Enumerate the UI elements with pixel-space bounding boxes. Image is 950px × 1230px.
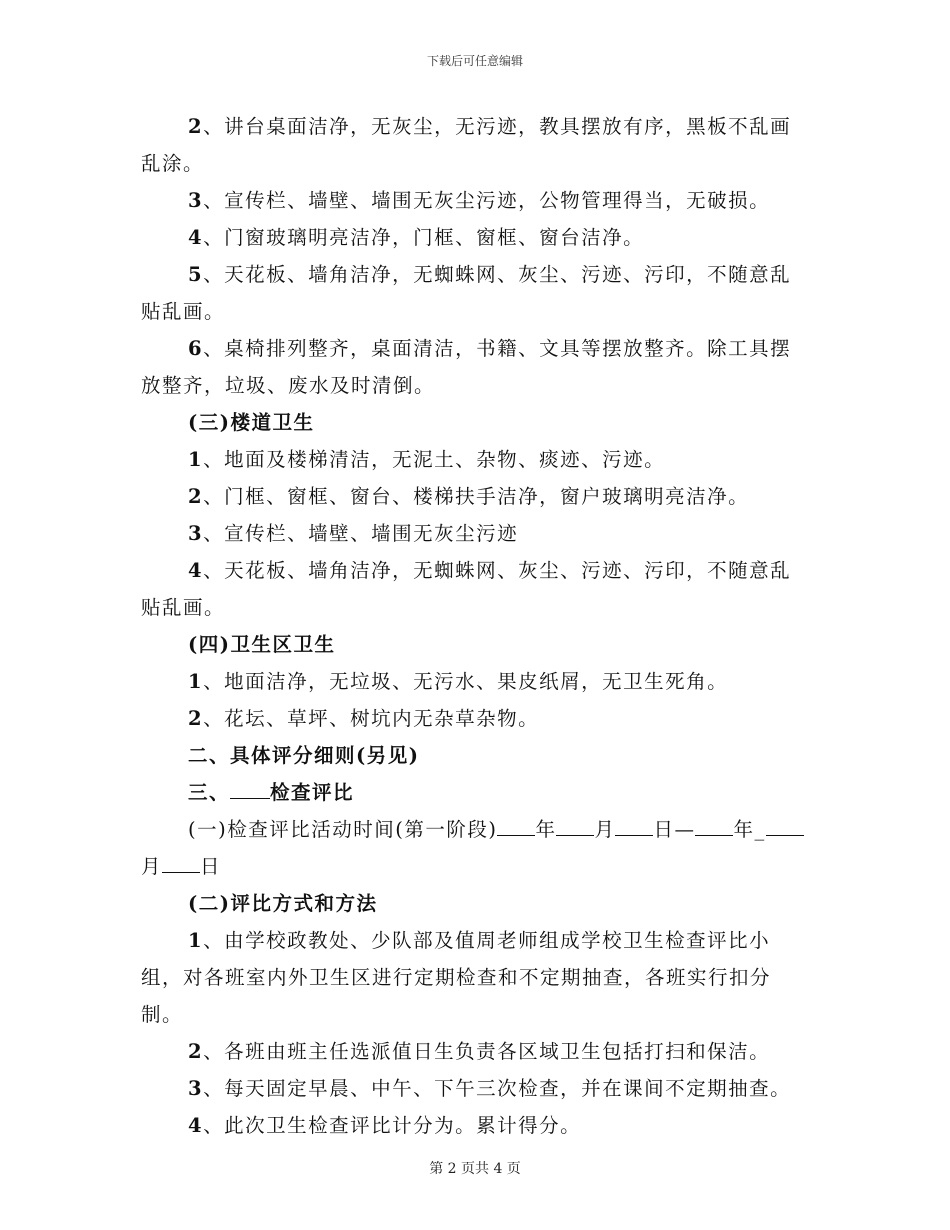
paragraph-text: 、宣传栏、墙壁、墙围无灰尘污迹 xyxy=(203,522,519,545)
fill-blank xyxy=(766,816,804,837)
paragraph-text: 、天花板、墙角洁净，无蜘蛛网、灰尘、污迹、污印，不随意乱贴乱画。 xyxy=(141,559,792,619)
paragraph xyxy=(141,182,811,219)
item-number: 3 xyxy=(188,1077,204,1100)
item-number: 2 xyxy=(188,485,204,508)
fill-blank xyxy=(556,816,594,837)
paragraph xyxy=(141,256,811,330)
paragraph-text: 、由学校政教处、少队部及值周老师组成学校卫生检查评比小组，对各班室内外卫生区进行定期检查和不定期抽查，各班实行扣分制。 xyxy=(141,929,772,1026)
paragraph-text: 、讲台桌面洁净，无灰尘，无污迹，教具摆放有序，黑板不乱画乱涂。 xyxy=(141,115,792,175)
paragraph-text: 、每天固定早晨、中午、下午三次检查，并在课间不定期抽查。 xyxy=(203,1077,792,1100)
section-heading: (四)卫生区卫生 xyxy=(188,633,336,656)
paragraph-text: 、地面洁净，无垃圾、无污水、果皮纸屑，无卫生死角。 xyxy=(203,670,729,693)
paragraph-text: 年_ xyxy=(733,818,766,841)
paragraph xyxy=(141,478,811,515)
paragraph xyxy=(141,330,811,404)
paragraph xyxy=(141,552,811,626)
item-number: 6 xyxy=(188,337,204,360)
page-header: 下载后可任意编辑 xyxy=(426,54,523,68)
paragraph xyxy=(141,219,811,256)
paragraph-text: 月 xyxy=(141,855,163,878)
paragraph-text: 、宣传栏、墙壁、墙围无灰尘污迹，公物管理得当，无破损。 xyxy=(203,189,771,212)
item-number: 1 xyxy=(188,448,204,471)
paragraph-text: 、此次卫生检查评比计分为。累计得分。 xyxy=(203,1114,582,1137)
fill-blank xyxy=(615,816,653,837)
fill-blank xyxy=(230,779,270,800)
paragraph-text: 、门窗玻璃明亮洁净，门框、窗框、窗台洁净。 xyxy=(203,226,645,249)
item-number: 3 xyxy=(188,189,204,212)
page-footer: 第 2 页共 4 页 xyxy=(429,1161,521,1177)
item-number: 3 xyxy=(188,522,204,545)
paragraph-text: 月 xyxy=(594,818,616,841)
section-heading: (二)评比方式和方法 xyxy=(188,892,378,915)
section-heading: (三)楼道卫生 xyxy=(188,411,315,434)
item-number: 5 xyxy=(188,263,204,286)
paragraph-text: 、地面及楼梯清洁，无泥土、杂物、痰迹、污迹。 xyxy=(203,448,666,471)
heading-text: 检查评比 xyxy=(270,781,355,804)
heading-prefix: 三、 xyxy=(188,781,231,804)
fill-blank xyxy=(497,816,535,837)
paragraph-text: (一)检查评比活动时间(第一阶段) xyxy=(188,818,498,841)
paragraph xyxy=(141,441,811,478)
item-number: 1 xyxy=(188,670,204,693)
paragraph xyxy=(141,1033,811,1070)
paragraph-text: 年 xyxy=(535,818,557,841)
item-number: 2 xyxy=(188,707,204,730)
paragraph-text: 、各班由班主任选派值日生负责各区域卫生包括打扫和保洁。 xyxy=(203,1040,771,1063)
item-number: 4 xyxy=(188,1114,204,1137)
paragraph-text: 、桌椅排列整齐，桌面清洁，书籍、文具等摆放整齐。除工具摆放整齐，垃圾、废水及时清倒。 xyxy=(141,337,792,397)
fill-blank xyxy=(695,816,733,837)
item-number: 2 xyxy=(188,1040,204,1063)
paragraph xyxy=(141,515,811,552)
paragraph-text: 、天花板、墙角洁净，无蜘蛛网、灰尘、污迹、污印，不随意乱贴乱画。 xyxy=(141,263,792,323)
paragraph xyxy=(141,1107,811,1144)
item-number: 1 xyxy=(188,929,204,952)
section-heading xyxy=(141,774,811,811)
paragraph xyxy=(141,811,811,885)
item-number: 2 xyxy=(188,115,204,138)
document-body xyxy=(141,108,811,1144)
paragraph-text: 日— xyxy=(653,818,696,841)
paragraph xyxy=(141,922,811,1033)
item-number: 4 xyxy=(188,559,204,582)
fill-blank xyxy=(162,853,200,874)
item-number: 4 xyxy=(188,226,204,249)
paragraph-text: 日 xyxy=(200,855,222,878)
paragraph xyxy=(141,663,811,700)
paragraph-text: 、花坛、草坪、树坑内无杂草杂物。 xyxy=(203,707,540,730)
paragraph xyxy=(141,700,811,737)
paragraph xyxy=(141,108,811,182)
paragraph xyxy=(141,1070,811,1107)
paragraph-text: 、门框、窗框、窗台、楼梯扶手洁净，窗户玻璃明亮洁净。 xyxy=(203,485,750,508)
section-heading: 二、具体评分细则(另见) xyxy=(188,744,420,767)
